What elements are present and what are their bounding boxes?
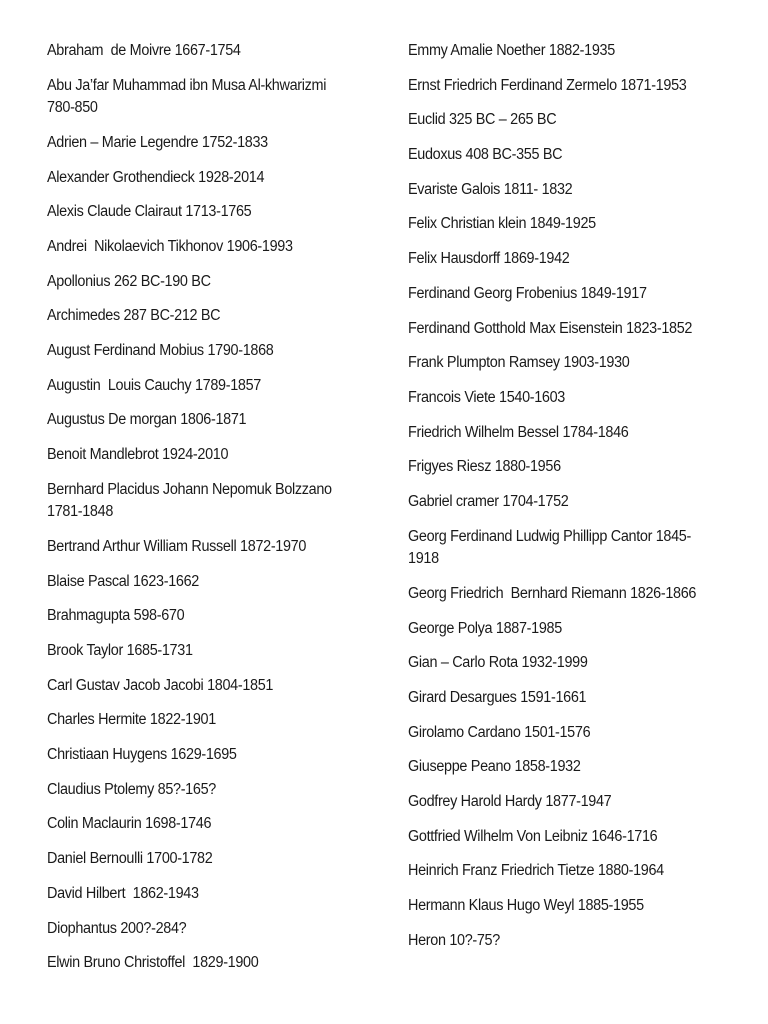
list-item: Friedrich Wilhelm Bessel 1784-1846 — [408, 423, 629, 441]
list-item: Girard Desargues 1591-1661 — [408, 688, 587, 706]
list-item: August Ferdinand Mobius 1790-1868 — [47, 342, 274, 359]
list-item: Colin Maclaurin 1698-1746 — [47, 815, 212, 833]
list-item: Elwin Bruno Christoffel 1829-1900 — [47, 954, 259, 972]
list-item: Godfrey Harold Hardy 1877-1947 — [408, 792, 612, 810]
list-item: Alexis Claude Clairaut 1713-1765 — [47, 203, 252, 221]
list-item: Ernst Friedrich Ferdinand Zermelo 1871-1953 — [408, 76, 687, 94]
list-item: Daniel Bernoulli 1700-1782 — [47, 850, 213, 868]
list-item: Eudoxus 408 BC-355 BC — [408, 146, 563, 164]
list-item: Giuseppe Peano 1858-1932 — [408, 758, 581, 776]
list-item: David Hilbert 1862-1943 — [47, 884, 199, 902]
list-item: Frank Plumpton Ramsey 1903-1930 — [408, 354, 630, 372]
list-item: Ferdinand Gotthold Max Eisenstein 1823-1852 — [408, 319, 693, 337]
list-item: Bertrand Arthur William Russell 1872-1970 — [47, 537, 307, 555]
list-item: Apollonius 262 BC-190 BC — [47, 272, 211, 290]
list-item: Carl Gustav Jacob Jacobi 1804-1851 — [47, 676, 274, 694]
list-item: Hermann Klaus Hugo Weyl 1885-1955 — [408, 897, 644, 914]
list-item: Emmy Amalie Noether 1882-1935 — [408, 42, 615, 59]
list-item: Benoit Mandlebrot 1924-2010 — [47, 446, 229, 464]
list-item: Alexander Grothendieck 1928-2014 — [47, 168, 265, 186]
list-item: Augustin Louis Cauchy 1789-1857 — [47, 376, 261, 394]
list-item: Blaise Pascal 1623-1662 — [47, 572, 199, 590]
list-item: Abraham de Moivre 1667-1754 — [47, 42, 241, 59]
list-item: Girolamo Cardano 1501-1576 — [408, 723, 591, 741]
list-item: Georg Ferdinand Ludwig Phillipp Cantor 1845-1918 — [408, 527, 691, 568]
list-item: George Polya 1887-1985 — [408, 619, 562, 637]
list-item: Andrei Nikolaevich Tikhonov 1906-1993 — [47, 237, 293, 255]
list-item: Brook Taylor 1685-1731 — [47, 642, 193, 659]
list-item: Gottfried Wilhelm Von Leibniz 1646-1716 — [408, 827, 658, 845]
list-item: Brahmagupta 598-670 — [47, 607, 185, 625]
list-item: Euclid 325 BC – 265 BC — [408, 111, 557, 129]
list-item: Claudius Ptolemy 85?-165? — [47, 780, 216, 798]
list-item: Frigyes Riesz 1880-1956 — [408, 458, 561, 476]
list-item: Georg Friedrich Bernhard Riemann 1826-1866 — [408, 584, 697, 602]
left-column — [47, 40, 367, 987]
list-item: Heron 10?-75? — [408, 931, 500, 949]
list-item: Ferdinand Georg Frobenius 1849-1917 — [408, 284, 647, 302]
list-item: Heinrich Franz Friedrich Tietze 1880-1964 — [408, 862, 664, 880]
list-item: Gabriel cramer 1704-1752 — [408, 492, 569, 510]
list-item: Archimedes 287 BC-212 BC — [47, 307, 221, 325]
list-item: Augustus De morgan 1806-1871 — [47, 411, 247, 429]
list-item: Abu Ja’far Muhammad ibn Musa Al-khwarizmi 780-850 — [47, 76, 330, 117]
list-item: Bernhard Placidus Johann Nepomuk Bolzzano 1781-1848 — [47, 480, 336, 521]
list-item: Christiaan Huygens 1629-1695 — [47, 746, 237, 764]
list-item: Charles Hermite 1822-1901 — [47, 711, 216, 729]
list-item: Evariste Galois 1811- 1832 — [408, 180, 573, 198]
list-item: Felix Hausdorff 1869-1942 — [408, 250, 570, 268]
list-item: Felix Christian klein 1849-1925 — [408, 215, 596, 233]
list-item: Francois Viete 1540-1603 — [408, 388, 566, 406]
list-item: Diophantus 200?-284? — [47, 919, 187, 937]
list-item: Adrien – Marie Legendre 1752-1833 — [47, 133, 268, 151]
right-column — [408, 40, 738, 964]
list-item: Gian – Carlo Rota 1932-1999 — [408, 654, 588, 672]
